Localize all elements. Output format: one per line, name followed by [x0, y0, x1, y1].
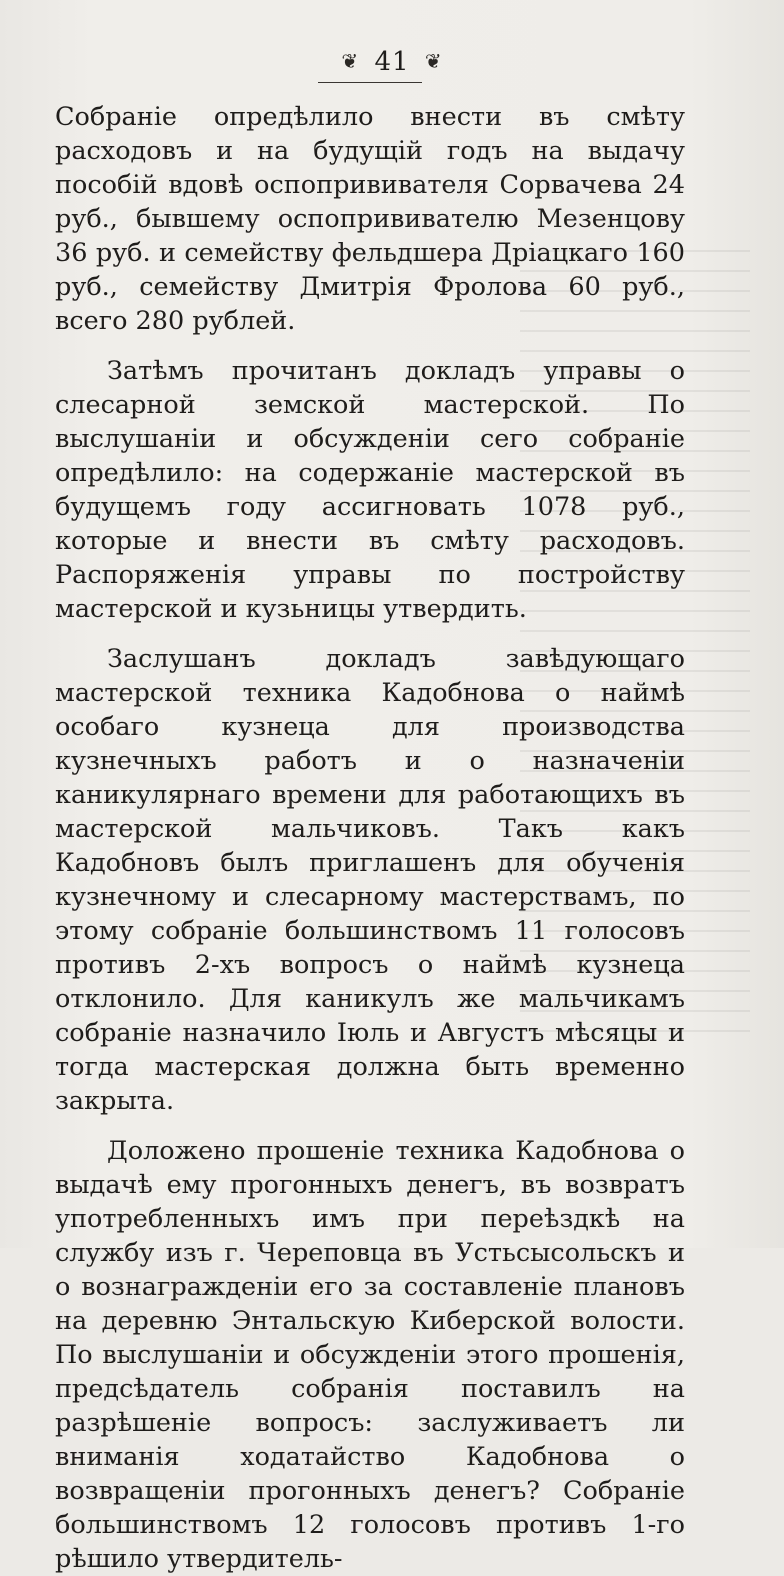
paragraph-1: Собраніе опредѣлило внести въ смѣту расходовъ и на будущій годъ на выдачу пособій вдовѣ оспопрививателя Сорвачева 24 руб., бывшему оспопрививателю Мезенцову 36 руб. и семейству фельдшера Дріацкаго 160 руб., семейству Дмитрія Фролова 60 руб., всего 280 рублей.	[55, 102, 685, 336]
page-header	[0, 44, 784, 79]
right-ornament-icon: ❦	[424, 49, 443, 73]
page-number: 41	[374, 47, 410, 77]
page-body	[55, 100, 685, 1576]
paragraph-4: Доложено прошеніе техника Кадобнова о выдачѣ ему прогонныхъ денегъ, въ возвратъ употребленныхъ имъ при переѣздкѣ на службу изъ г. Череповца въ Устьсысольскъ и о вознагражденіи его за составленіе плановъ на деревню Энтальскую Киберской волости. По выслушаніи и обсужденіи этого прошенія, предсѣдатель собранія поставилъ на разрѣшеніе вопросъ: заслуживаетъ ли вниманія ходатайство Кадобнова о возвращеніи прогонныхъ денегъ? Собраніе большинствомъ 12 голосовъ противъ 1-го рѣшило утвердитель-	[55, 1136, 685, 1574]
paragraph-2: Затѣмъ прочитанъ докладъ управы о слесарной земской мастерской. По выслушаніи и обсужденіи сего собраніе опредѣлило: на содержаніе мастерской въ будущемъ году ассигновать 1078 руб., которые и внести въ смѣту расходовъ. Распоряженія управы по постройству мастерской и кузьницы утвердить.	[55, 356, 685, 624]
paragraph-3: Заслушанъ докладъ завѣдующаго мастерской техника Кадобнова о наймѣ особаго кузнеца для производства кузнечныхъ работъ и о назначеніи каникулярнаго времени для работающихъ въ мастерской мальчиковъ. Такъ какъ Кадобновъ былъ приглашенъ для обученія кузнечному и слесарному мастерствамъ, по этому собраніе большинствомъ 11 голосовъ противъ 2-хъ вопросъ о наймѣ кузнеца отклонило. Для каникулъ же мальчикамъ собраніе назначило Іюль и Августъ мѣсяцы и тогда мастерская должна быть временно закрыта.	[55, 644, 685, 1116]
left-ornament-icon: ❦	[341, 49, 360, 73]
header-rule	[318, 82, 422, 83]
